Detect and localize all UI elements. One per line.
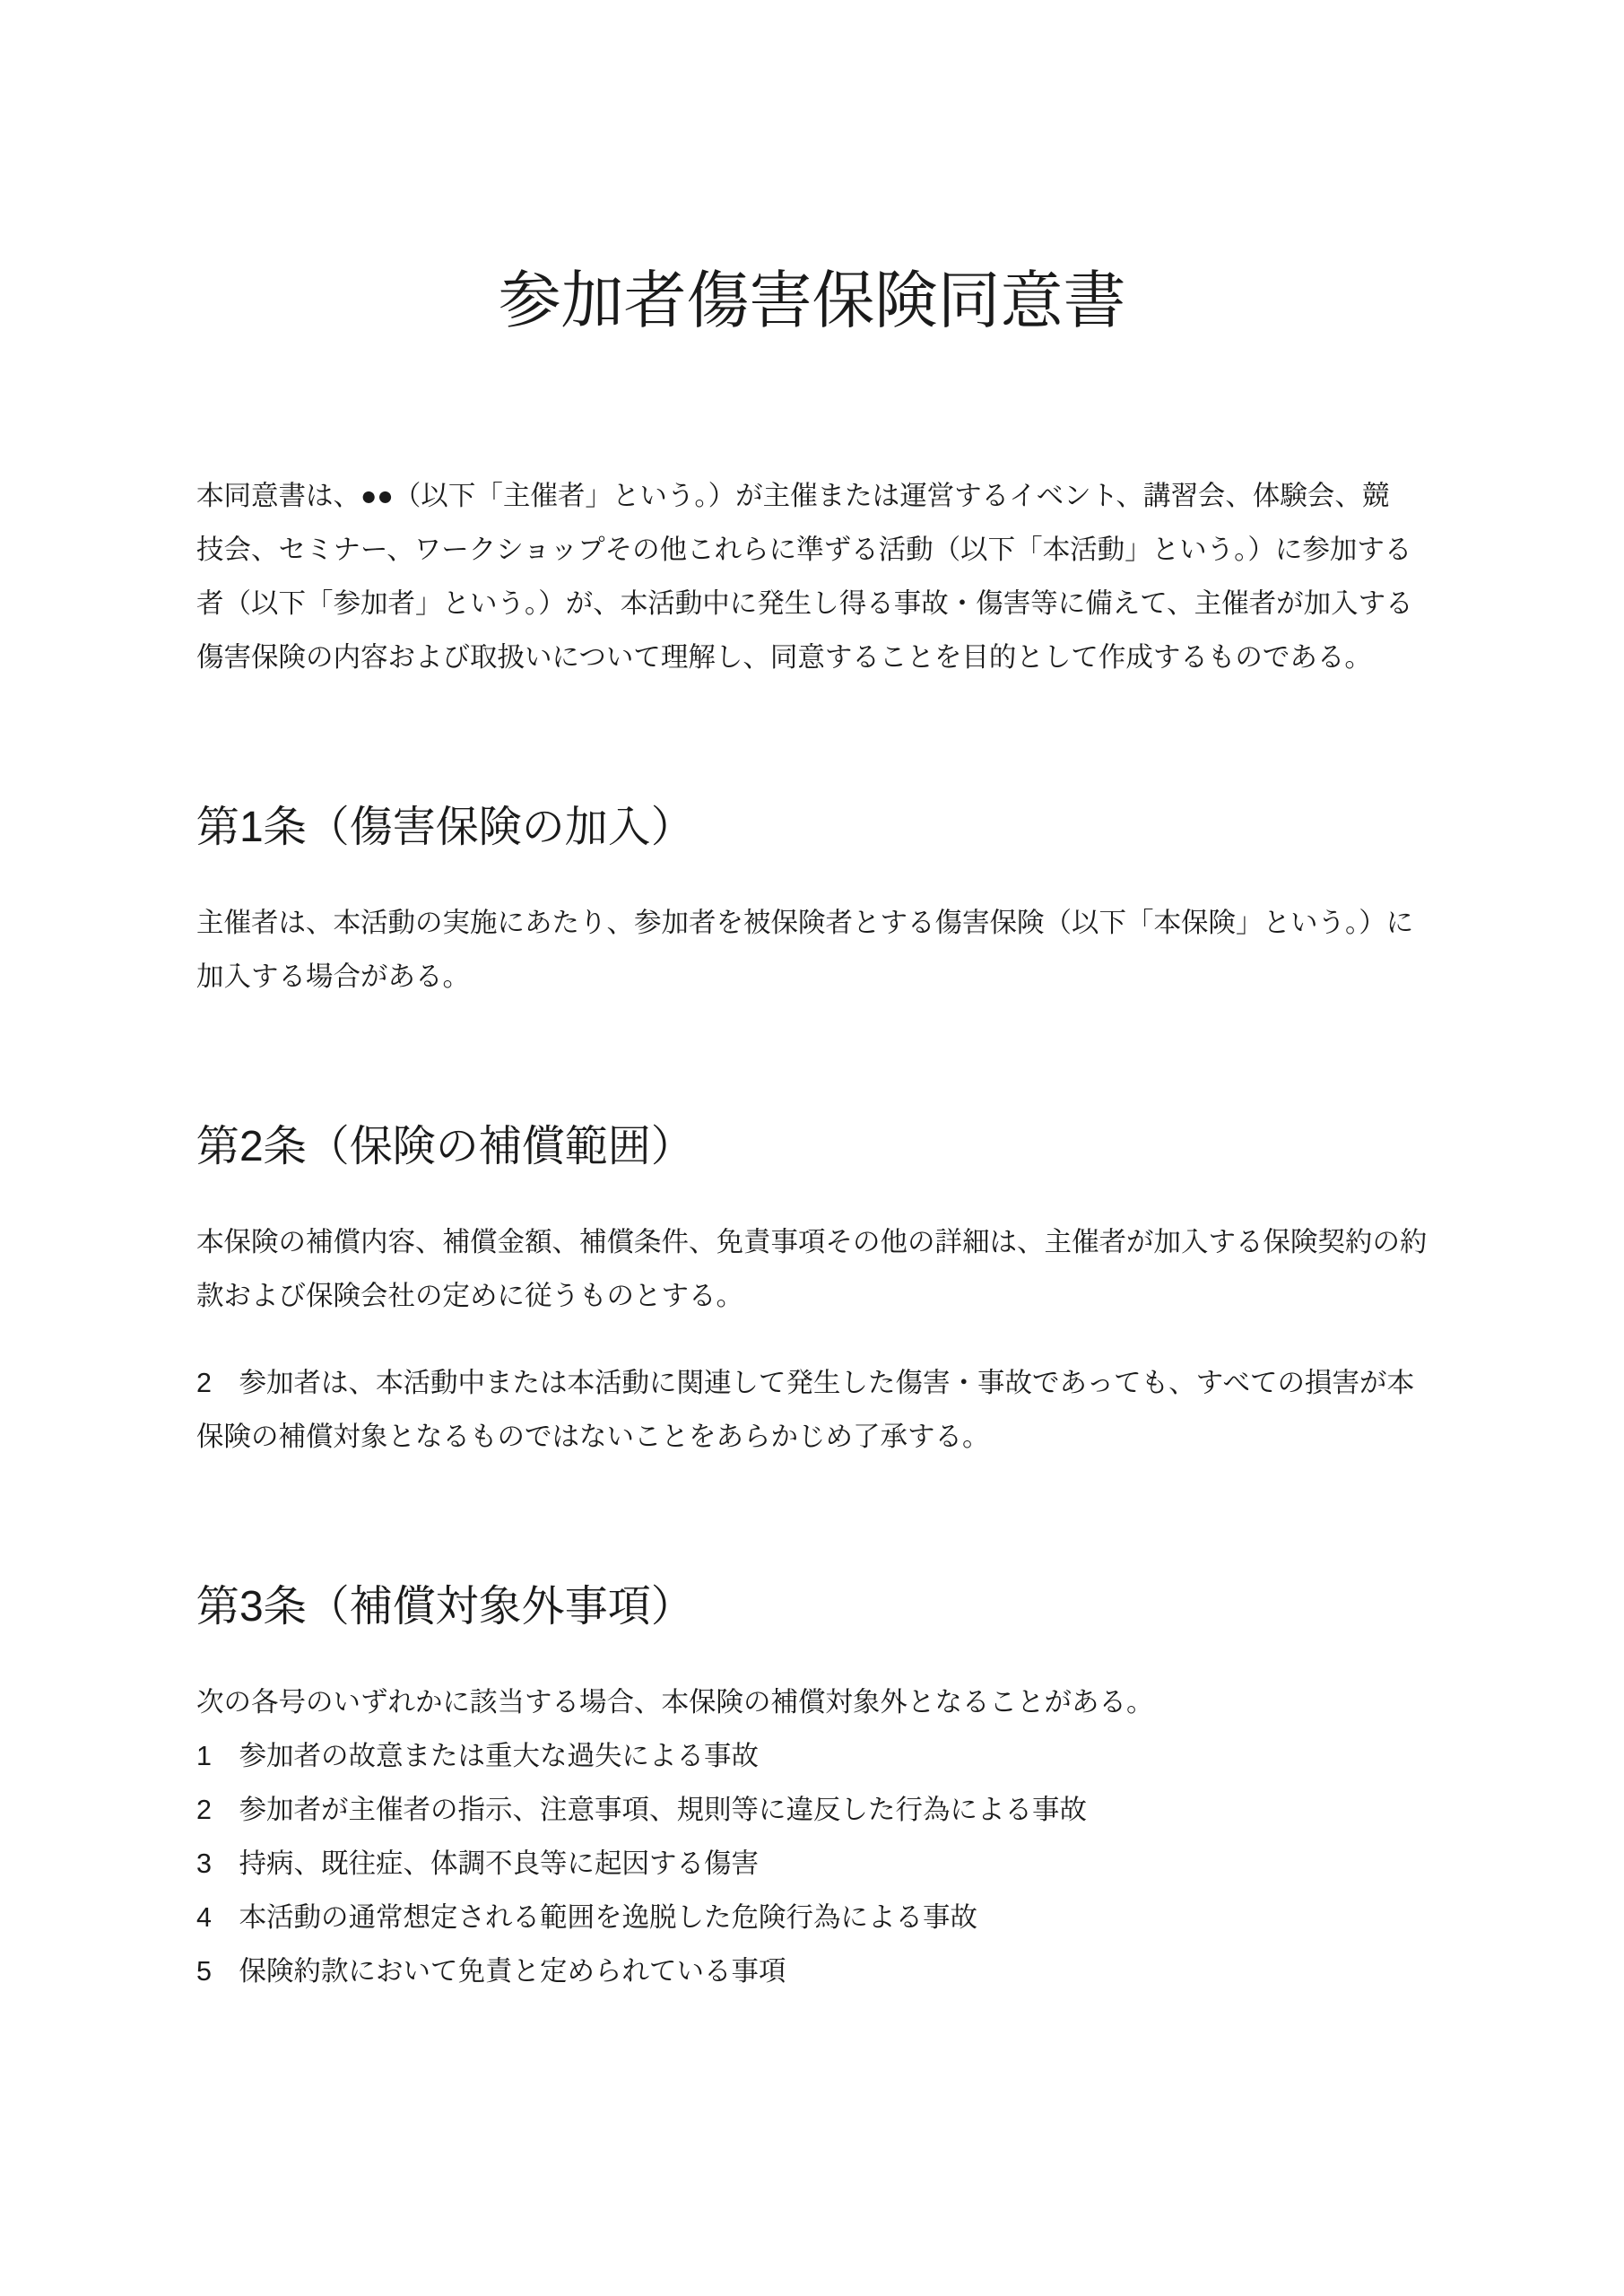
article-2-paragraph-2	[196, 1356, 1506, 1464]
exclusion-item: 2 参加者が主催者の指示、注意事項、規則等に違反した行為による事故	[196, 1795, 1087, 1825]
preamble-line: 本同意書は、●●（以下「主催者」という。）が主催または運営するイベント、講習会、体験会、競	[196, 481, 1390, 511]
section-article-2	[196, 1122, 1506, 1464]
article-1-heading: 第1条（傷害保険の加入）	[196, 804, 694, 851]
exclusion-item: 4 本活動の通常想定される範囲を逸脱した危険行為による事故	[196, 1902, 977, 1933]
paragraph-line: 本保険の補償内容、補償金額、補償条件、免責事項その他の詳細は、主催者が加入する保険契約の約	[196, 1227, 1428, 1257]
document-content	[196, 266, 1506, 1998]
paragraph-line: 款および保険会社の定めに従うものとする。	[196, 1281, 743, 1311]
article-2-paragraph-1	[196, 1215, 1506, 1323]
article-3-intro: 次の各号のいずれかに該当する場合、本保険の補償対象外となることがある。	[196, 1687, 1154, 1718]
paragraph-line: 2 参加者は、本活動中または本活動に関連して発生した傷害・事故であっても、すべての損害が本	[196, 1368, 1415, 1398]
exclusion-list	[196, 1729, 1506, 1998]
article-3-heading: 第3条（補償対象外事項）	[196, 1583, 694, 1631]
article-3-paragraph	[196, 1675, 1506, 1998]
document-title: 参加者傷害保険同意書	[498, 265, 1126, 335]
exclusion-item: 5 保険約款において免責と定められている事項	[196, 1956, 786, 1987]
exclusion-item: 3 持病、既往症、体調不良等に起因する傷害	[196, 1848, 759, 1879]
preamble-line: 技会、セミナー、ワークショップその他これらに準ずる活動（以下「本活動」という。）に参加する	[196, 535, 1412, 565]
preamble-line: 傷害保険の内容および取扱いについて理解し、同意することを目的として作成するものである。	[196, 642, 1372, 673]
section-article-3	[196, 1582, 1506, 1998]
preamble-line: 者（以下「参加者」という。）が、本活動中に発生し得る事故・傷害等に備えて、主催者が加入する	[196, 588, 1413, 619]
section-article-1	[196, 803, 1506, 1004]
paragraph-line: 加入する場合がある。	[196, 961, 470, 992]
exclusion-item: 1 参加者の故意または重大な過失による事故	[196, 1741, 759, 1771]
article-1-paragraph	[196, 896, 1506, 1004]
article-2-heading: 第2条（保険の補償範囲）	[196, 1123, 694, 1170]
preamble	[196, 469, 1506, 684]
paragraph-line: 保険の補償対象となるものではないことをあらかじめ了承する。	[196, 1422, 990, 1452]
paragraph-line: 主催者は、本活動の実施にあたり、参加者を被保険者とする傷害保険（以下「本保険」という。）に	[196, 908, 1414, 938]
